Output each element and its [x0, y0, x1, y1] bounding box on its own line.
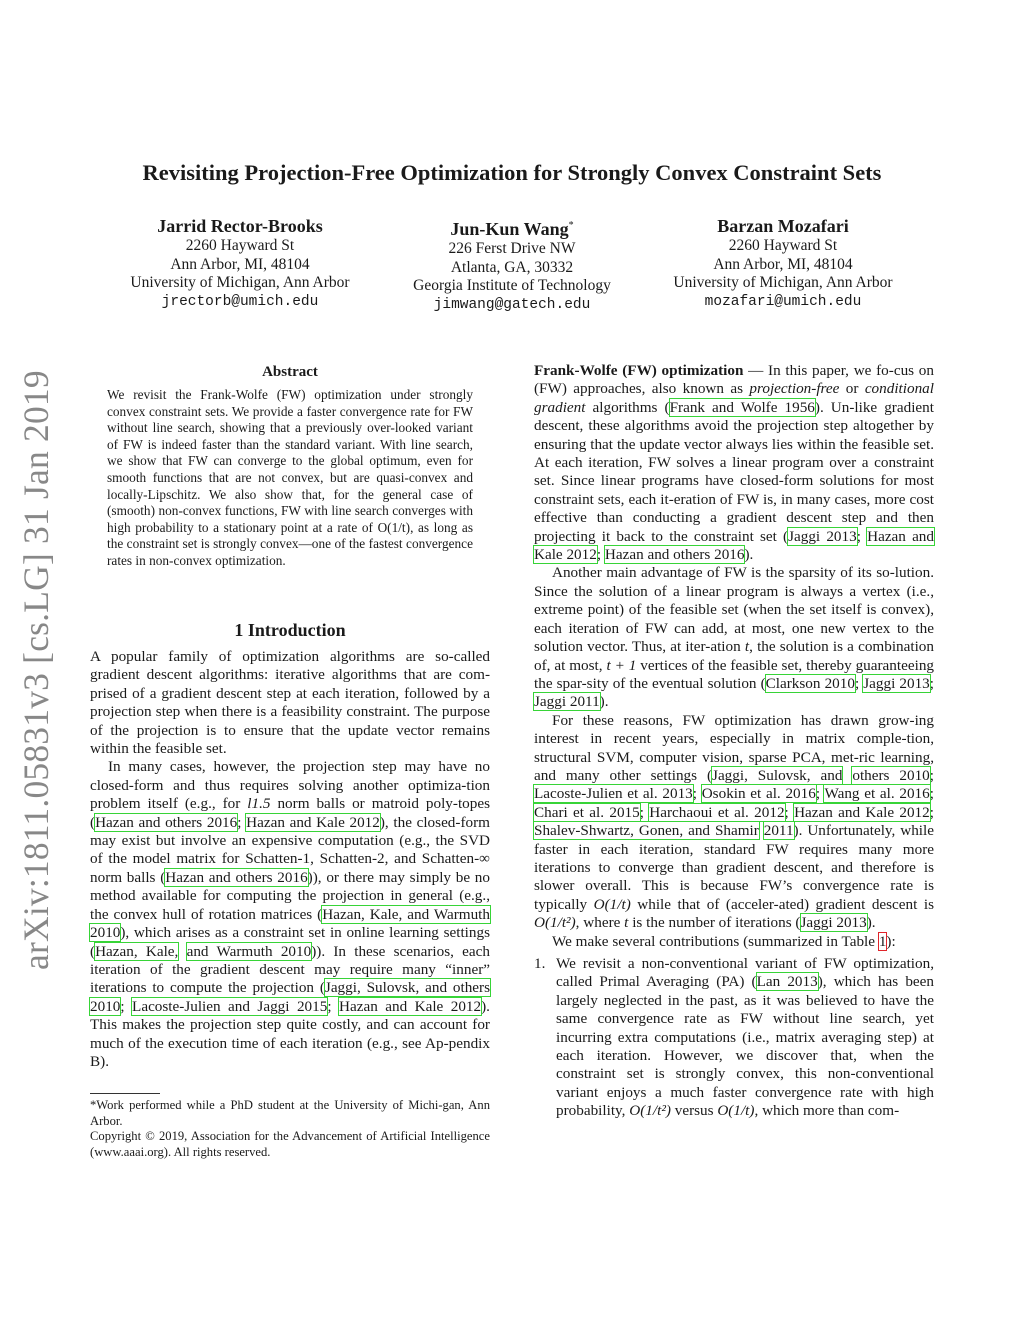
author-email[interactable]: jimwang@gatech.edu: [433, 296, 591, 313]
right-column: [534, 362, 934, 1121]
norm-symbol: l1.5: [247, 795, 271, 813]
citation-link[interactable]: Hazan and others 2016: [604, 546, 745, 564]
rate-formula: O(1/t²): [534, 914, 576, 932]
author-affiliation: Georgia Institute of Technology: [413, 277, 611, 294]
citation-link[interactable]: Hazan, Kale, and Warmuth 2010: [90, 905, 490, 942]
footnote-mark[interactable]: *: [568, 220, 574, 231]
citation-link[interactable]: Jaggi 2011: [534, 693, 600, 711]
citation-link[interactable]: Hazan and others 2016: [165, 868, 308, 886]
section-heading: 1 Introduction: [234, 620, 346, 640]
author-city: Ann Arbor, MI, 48104: [713, 255, 853, 273]
citation-link[interactable]: Hazan and Kale 2012: [534, 527, 934, 564]
author-block-1: [90, 215, 390, 311]
author-block-2: [362, 215, 662, 314]
author-email[interactable]: mozafari@umich.edu: [704, 293, 862, 310]
intro-paragraph-2: In many cases, however, the projection step may have no closed-form and thus requires solving another optimiza-tion problem itself (e.g., for l1.5 norm balls or matroid poly-topes (Hazan and others 2016; Hazan and Kale 2012), the closed-form may exist but involve an expensive computation (e.g., the SVD of the model matrix for Schatten-1, Schatten-2, and Schatten-∞ norm balls (Hazan and others 2016)), or there may simply be no method available for computing the projection in general (e.g., the convex hull of rotation matrices (Hazan, Kale, and Warmuth 2010), which arises as a constraint set in online learning settings (Hazan, Kale, and Warmuth 2010)). In these scenarios, each iteration of the gradient descent may require many “inner” iterations to compute the projection (Jaggi, Sulovsk, and others 2010; Lacoste-Julien and Jaggi 2015; Hazan and Kale 2012). This makes the projection step quite costly, and can account for much of the execution time of each iteration (e.g., see Ap-pendix B).: [90, 758, 491, 1070]
citation-link[interactable]: Jaggi 2013: [788, 527, 857, 545]
paper-title: Revisiting Projection-Free Optimization for Strongly Convex Constraint Sets: [142, 160, 882, 185]
sparsity-paragraph: Another main advantage of FW is the sparsity of its so-lution. Since the solution of a linear program is always a vertex (i.e., extreme point) of the feasible set (when the set itself is convex), each iteration of FW can add, at most, one new vertex to the solution vector. Thus, at iter-ation t, the solution is a combination of, at most, t + 1 vertices of the feasible set, thereby guaranteeing the spar-sity of the eventual solution (Clarkson 2010; Jaggi 2013; Jaggi 2011).: [534, 564, 935, 711]
citation-link[interactable]: Lacoste-Julien et al. 2013: [534, 785, 693, 803]
author-email[interactable]: jrectorb@umich.edu: [161, 293, 319, 310]
citation-link[interactable]: Wang et al. 2016: [824, 785, 930, 803]
introduction-section: [90, 620, 490, 1071]
list-number: 1.: [534, 955, 546, 972]
author-address: 2260 Hayward St: [185, 237, 295, 254]
citation-link[interactable]: Jaggi 2013: [863, 674, 930, 692]
citation-link[interactable]: Lacoste-Julien and Jaggi 2015: [132, 997, 328, 1015]
abstract-heading: Abstract: [262, 364, 318, 380]
citation-link[interactable]: others 2010: [852, 766, 930, 784]
citation-link[interactable]: Hazan and others 2016: [95, 813, 238, 831]
citation-link[interactable]: Osokin et al. 2016: [701, 785, 816, 803]
abstract-section: [107, 364, 473, 570]
citation-link[interactable]: Hazan, Kale,: [95, 942, 179, 960]
footnote-text: *Work performed while a PhD student at the University of Michi-gan, Ann Arbor.: [90, 1098, 490, 1128]
arxiv-identifier: arXiv:1811.05831v3 [cs.LG] 31 Jan 2019: [16, 370, 56, 970]
citation-link[interactable]: Clarkson 2010: [765, 674, 855, 692]
citation-link[interactable]: Chari et al. 2015: [534, 803, 640, 821]
intro-paragraph-1: A popular family of optimization algorithms are so-called gradient descent algorithms: iterative algorithms that are com-prised of a gradient descent step at each iteration, followed by a projection step when there is a feasibility constraint. The purpose of the projection is to ensure that the update vector remains within the feasible set.: [90, 648, 490, 758]
citation-link[interactable]: Hazan and Kale 2012: [246, 813, 380, 831]
paragraph-lead: Frank-Wolfe (FW) optimization: [534, 362, 744, 379]
author-address: 2260 Hayward St: [728, 237, 838, 254]
author-affiliation: University of Michigan, Ann Arbor: [130, 274, 350, 291]
footnote-rule: [90, 1093, 160, 1094]
citation-link[interactable]: Hazan and Kale 2012: [339, 997, 482, 1015]
contributions-paragraph: We make several contributions (summarized in Table 1):: [552, 932, 896, 950]
list-item-text: We revisit a non-conventional variant of FW optimization, called Primal Averaging (PA) (Lan 2013), which has been largely neglected in the past, as it was believed to have the same convergence rate as FW without line search, yet incurring extra computations (i.e., matrix averaging step) at each iteration. However, we discover that, when the constraint set is strongly convex, this non-conventional variant enjoys a much faster convergence rate with high probability, O(1/t²) versus O(1/t), which more than com-: [556, 955, 934, 1120]
author-affiliation: University of Michigan, Ann Arbor: [673, 274, 893, 291]
rate-formula: O(1/t²): [629, 1102, 671, 1120]
author-city: Atlanta, GA, 30332: [450, 258, 574, 276]
applications-paragraph: For these reasons, FW optimization has drawn grow-ing interest in recent years, especially in matrix comple-tion, structural SVM, computer vision, sparse PCA, met-ric learning, and many other settings (Jaggi, Sulovsk, and others 2010; Lacoste-Julien et al. 2013; Osokin et al. 2016; Wang et al. 2016; Chari et al. 2015; Harchaoui et al. 2012; Hazan and Kale 2012; Shalev-Shwartz, Gonen, and Shamir 2011). Unfortunately, while faster in each iteration, standard FW requires many more iterations to converge than gradient descent, and therefore is slower overall. This is because FW’s convergence rate is typically O(1/t) while that of (acceler-ated) gradient descent is O(1/t²), where t is the number of iterations (Jaggi 2013).: [534, 711, 934, 932]
author-city: Ann Arbor, MI, 48104: [170, 255, 310, 273]
table-reference-link[interactable]: 1: [878, 932, 887, 950]
citation-link[interactable]: Jaggi, Sulovsk, and others 2010: [90, 979, 491, 1015]
citation-link[interactable]: Hazan and Kale 2012: [794, 803, 930, 821]
author-name: Jarrid Rector-Brooks: [157, 216, 323, 236]
footnote-area: [90, 1093, 490, 1160]
citation-link[interactable]: Lan 2013: [756, 973, 818, 991]
rate-formula: O(1/t): [377, 519, 411, 535]
author-name: Jun-Kun Wang*: [450, 219, 574, 239]
rate-formula: O(1/t): [717, 1102, 755, 1120]
contribution-list-item: [534, 955, 934, 1121]
copyright-notice: Copyright © 2019, Association for the Advancement of Artificial Intelligence (www.aaai.org). All rights reserved.: [90, 1129, 490, 1159]
rate-formula: O(1/t): [593, 895, 631, 913]
citation-link[interactable]: Frank and Wolfe 1956: [669, 398, 815, 416]
citation-link[interactable]: Jaggi, Sulovsk, and: [712, 766, 843, 784]
fw-paragraph: Frank-Wolfe (FW) optimization — In this paper, we fo-cus on (FW) approaches, also known as projection-free or conditional gradient algorithms (Frank and Wolfe 1956). Un-like gradient descent, these algorithms avoid the projection step altogether by ensuring that the update vector always lies within the feasible set. At each iteration, FW solves a linear program over a constraint set. Since linear programs have closed-form solutions for most constraint sets, each it-eration of FW is, in many cases, more cost effective than conducting a gradient descent step and then projecting it back to the constraint set (Jaggi 2013; Hazan and Kale 2012; Hazan and others 2016).: [534, 362, 934, 564]
citation-link[interactable]: 2011: [763, 822, 794, 840]
author-name: Barzan Mozafari: [717, 216, 849, 236]
author-address: 226 Ferst Drive NW: [448, 240, 576, 257]
citation-link[interactable]: and Warmuth 2010: [186, 942, 312, 960]
citation-link[interactable]: Shalev-Shwartz, Gonen, and Shamir: [534, 822, 759, 840]
citation-link[interactable]: Harchaoui et al. 2012: [649, 803, 785, 821]
author-block-3: [633, 215, 933, 311]
abstract-text: We revisit the Frank-Wolfe (FW) optimization under strongly convex constraint sets. We provide a faster convergence rate for FW without line search, showing that a previously over-looked variant of FW is indeed faster than the standard variant. With line search, we show that FW can converge to the global optimum, even for smooth functions that are not convex, but are quasi-convex and locally-Lipschitz. We also show that, for the general case of (smooth) non-convex functions, FW with line search converges with high probability to a stationary point at a rate of O(1/t), as long as the constraint set is strongly convex—one of the fastest convergence rates in non-convex optimization.: [107, 387, 473, 568]
citation-link[interactable]: Jaggi 2013: [800, 914, 867, 932]
